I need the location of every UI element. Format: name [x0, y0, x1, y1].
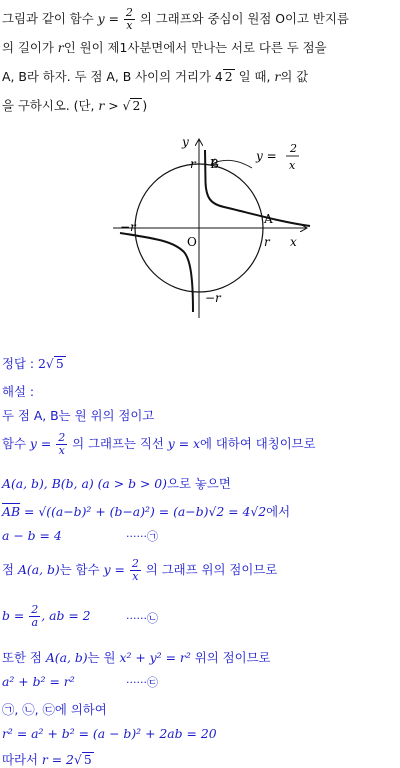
solution-text: 의 그래프 위의 점이므로 [145, 562, 278, 577]
solution-step-6 [2, 558, 277, 583]
neg-r-label-bottom: −r [205, 291, 221, 305]
answer-value: 2 [38, 356, 46, 371]
segment-ab: $\overline{AB}$ [2, 504, 21, 519]
solution-step-3 [2, 474, 231, 492]
solution-text: 위의 점이므로 [194, 650, 271, 665]
math-expression: x² + y² = r² [119, 650, 191, 665]
math-expression: = √((a−b)² + (b−a)²) = (a−b)√2 = 4√2 [24, 504, 267, 519]
explanation-label: 해설 : [2, 384, 35, 399]
reference-mark: ······㉢ [126, 676, 158, 689]
curve-label-equation: y = [256, 149, 277, 163]
solution-step-4 [2, 502, 290, 520]
neg-r-label-left: −r [120, 220, 136, 234]
solution-text: 따라서 [2, 752, 38, 767]
solution-step-9 [2, 674, 158, 689]
fraction-numerator: 2 [58, 431, 66, 444]
solution-text: 함수 [2, 436, 26, 451]
solution-step-5 [2, 528, 158, 543]
solution-step-2 [2, 432, 316, 457]
problem-line-4: 을 구하시오. (단, r > √ 2 ) [2, 98, 148, 113]
condition-text: r > [98, 98, 119, 113]
math-expression: a² + b² = r² [2, 674, 75, 689]
fraction-numerator: 2 [131, 557, 139, 570]
y-axis-label: y [182, 135, 189, 149]
fraction-denominator: x [58, 444, 65, 457]
r-label-right: r [264, 235, 270, 249]
sqrt-value: 2 [132, 98, 141, 113]
math-expression: r = 2 [41, 752, 74, 767]
solution-step-7 [2, 603, 158, 629]
solution-step-11 [2, 726, 217, 741]
sqrt-value: 5 [83, 752, 92, 767]
fraction [29, 604, 40, 629]
x-axis-label: x [290, 235, 297, 249]
solution-text: 점 [2, 562, 14, 577]
r-label-top: r [190, 157, 196, 171]
equation-text: y = [103, 562, 125, 577]
fraction [130, 558, 141, 583]
sqrt-value: 2 [224, 69, 233, 84]
problem-text: A, B라 하자. 두 점 A, B 사이의 거리가 4 [2, 69, 223, 84]
solution-step-1: 두 점 A, B는 원 위의 점이고 [2, 408, 155, 423]
origin-label: O [187, 235, 197, 249]
solution-text: 에서 [266, 504, 291, 519]
math-expression: r² = a² + b² = (a − b)² + 2ab = 20 [2, 726, 217, 741]
hyperbola-branch-q3 [120, 233, 193, 312]
fraction [56, 432, 67, 457]
math-expression: A(a, b) [17, 562, 60, 577]
problem-text: 그림과 같이 함수 [2, 11, 94, 26]
fraction-numerator: 2 [125, 6, 133, 19]
solution-step-10: ㉠, ㉡, ㉢에 의하여 [2, 702, 107, 717]
problem-text: 의 값 [280, 69, 309, 84]
equation-text: y = [97, 11, 119, 26]
equation-text: y = x [167, 436, 201, 451]
solution-text: 는 원 [87, 650, 116, 665]
point-a-label: A [264, 212, 273, 226]
solution-text: 또한 점 [2, 650, 42, 665]
fraction-denominator: x [126, 19, 133, 32]
problem-text: 일 때, [238, 69, 271, 84]
problem-text: 의 길이가 [2, 40, 54, 55]
problem-text: 인 원이 제1사분면에서 만나는 서로 다른 두 점을 [63, 40, 327, 55]
problem-text: 의 그래프와 중심이 원점 O이고 반지름 [139, 11, 349, 26]
equation-text: y = [29, 436, 52, 451]
answer-label: 정답 : [2, 356, 35, 371]
solution-text: 으로 놓으면 [167, 476, 231, 491]
curve-label-numerator: 2 [290, 142, 297, 155]
solution-step-8 [2, 648, 271, 666]
solution-text: 는 함수 [59, 562, 100, 577]
problem-text: 을 구하시오. (단, [2, 98, 95, 113]
math-expression: A(a, b), B(b, a) (a > b > 0) [2, 476, 167, 491]
problem-text: ) [142, 98, 148, 113]
variable-r: r [274, 69, 281, 84]
point-b-label: B [210, 157, 219, 171]
solution-text: 에 대하여 대칭이므로 [200, 436, 316, 451]
variable-r: r [57, 40, 64, 55]
reference-mark: ······㉠ [126, 530, 158, 543]
fraction-denominator: x [132, 570, 139, 583]
answer-sqrt: 5 [55, 356, 64, 371]
solution-text: 의 그래프는 직선 [72, 436, 164, 451]
math-expression: A(a, b) [45, 650, 88, 665]
math-expression: , ab = 2 [41, 608, 91, 623]
solution-step-12: 따라서 r = 2√ 5 [2, 752, 92, 767]
math-expression: a − b = 4 [2, 528, 62, 543]
answer-line: 정답 : 2√ 5 [2, 356, 64, 371]
reference-mark: ······㉡ [126, 612, 158, 625]
fraction-numerator: 2 [31, 603, 39, 616]
equation-text: b = [2, 608, 25, 623]
curve-label-denominator: x [289, 159, 296, 172]
fraction-denominator: a [31, 616, 38, 629]
graph-figure [0, 0, 400, 340]
